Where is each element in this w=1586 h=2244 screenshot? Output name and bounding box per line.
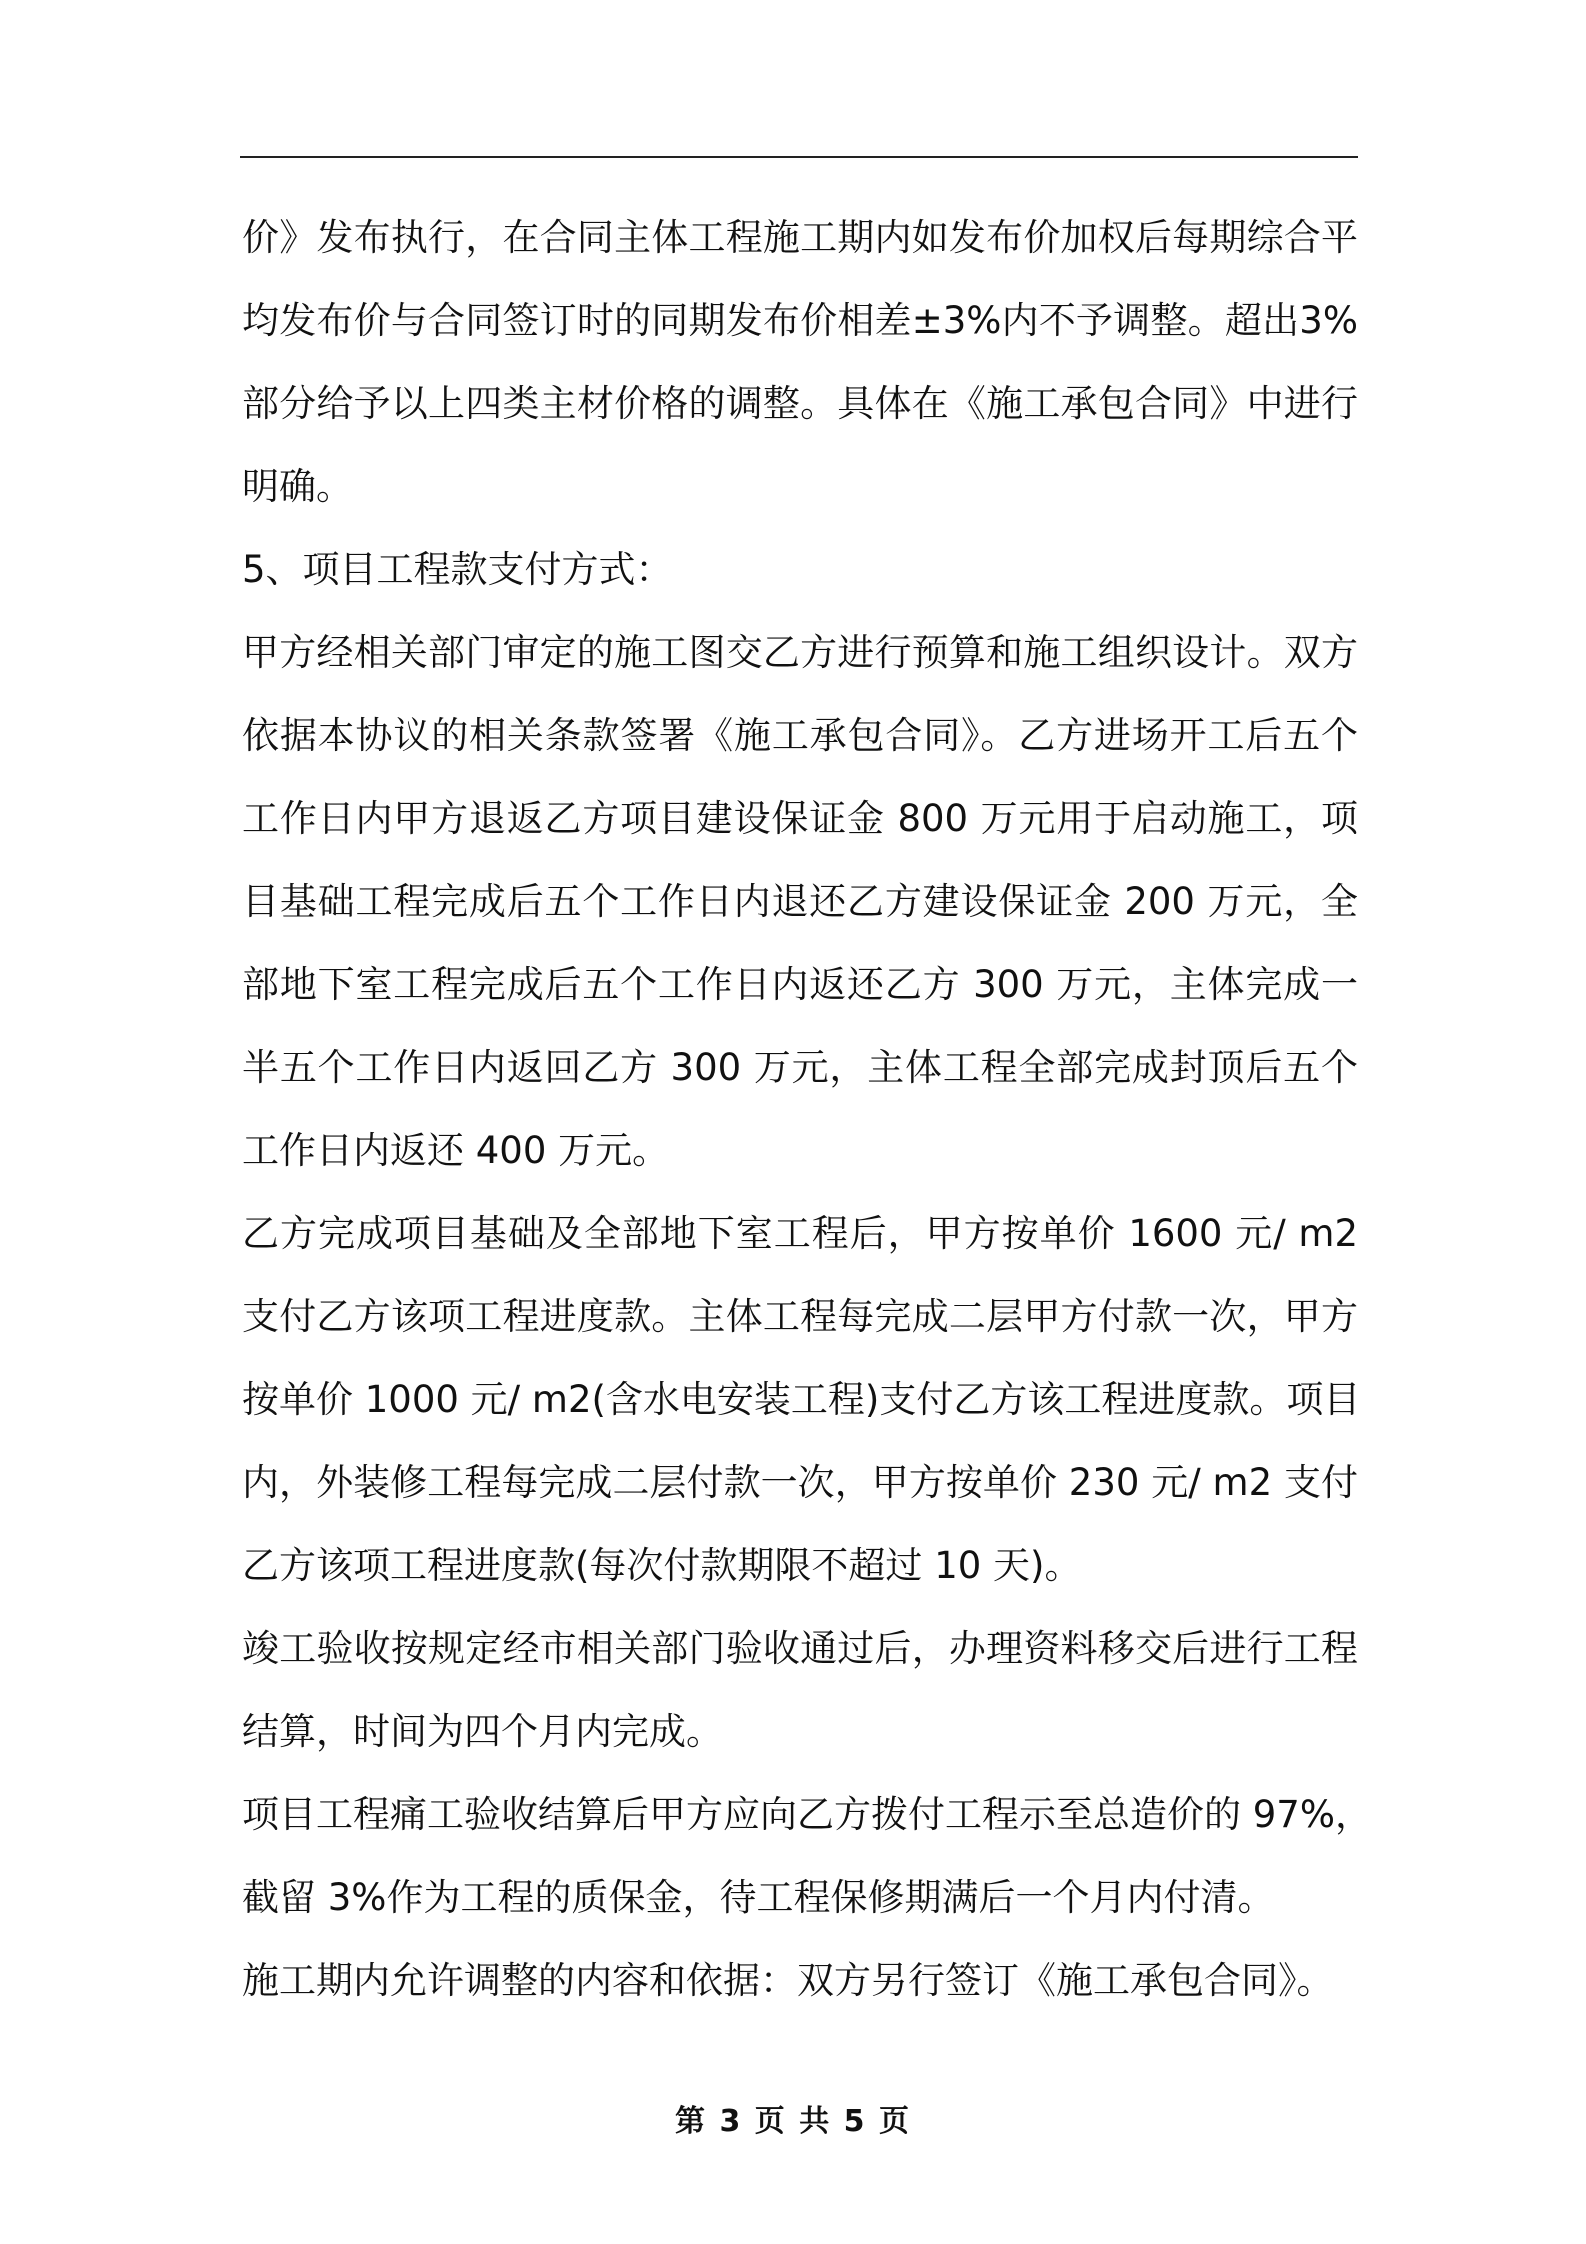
paragraph-deposit-refund — [242, 611, 1358, 1192]
text-line: 价》发布执行，在合同主体工程施工期内如发布价加权后每期综合平 — [242, 216, 1358, 259]
text-line: 内，外装修工程每完成二层付款一次，甲方按单价 230 元/ m2 支付 — [242, 1461, 1358, 1504]
text-line: 明确。 — [242, 465, 353, 508]
text-line: 项目工程痛工验收结算后甲方应向乙方拨付工程示至总造价的 97%， — [242, 1793, 1372, 1836]
paragraph-price-adjustment — [242, 196, 1358, 528]
page-number-footer: 第 3 页 共 5 页 — [675, 2104, 911, 2139]
text-line: 5、项目工程款支付方式： — [242, 548, 673, 591]
paragraph-progress-payment — [242, 1192, 1361, 1607]
text-line: 乙方该项工程进度款(每次付款期限不超过 10 天)。 — [242, 1544, 1082, 1587]
text-line: 依据本协议的相关条款签署《施工承包合同》。乙方进场开工后五个 — [242, 714, 1358, 757]
document-body — [242, 196, 1372, 2022]
paragraph-adjustment-basis — [242, 1939, 1358, 2022]
text-line: 甲方经相关部门审定的施工图交乙方进行预算和施工组织设计。双方 — [242, 631, 1358, 674]
text-line: 按单价 1000 元/ m2(含水电安装工程)支付乙方该工程进度款。项目 — [242, 1378, 1361, 1421]
section-heading-payment-method — [242, 528, 1358, 611]
text-line: 乙方完成项目基础及全部地下室工程后，甲方按单价 1600 元/ m2 — [242, 1212, 1358, 1255]
header-rule — [240, 156, 1358, 158]
text-line: 支付乙方该项工程进度款。主体工程每完成二层甲方付款一次，甲方 — [242, 1295, 1358, 1338]
text-line: 工作日内甲方退返乙方项目建设保证金 800 万元用于启动施工，项 — [242, 797, 1358, 840]
text-line: 结算，时间为四个月内完成。 — [242, 1710, 723, 1753]
text-line: 部分给予以上四类主材价格的调整。具体在《施工承包合同》中进行 — [242, 382, 1358, 425]
paragraph-completion-acceptance — [242, 1607, 1358, 1773]
text-line: 工作日内返还 400 万元。 — [242, 1129, 670, 1172]
text-line: 半五个工作日内返回乙方 300 万元，主体工程全部完成封顶后五个 — [242, 1046, 1358, 1089]
text-line: 均发布价与合同签订时的同期发布价相差±3%内不予调整。超出3% — [242, 299, 1358, 342]
text-line: 竣工验收按规定经市相关部门验收通过后，办理资料移交后进行工程 — [242, 1627, 1358, 1670]
text-line: 目基础工程完成后五个工作日内退还乙方建设保证金 200 万元，全 — [242, 880, 1358, 923]
paragraph-final-settlement — [242, 1773, 1372, 1939]
text-line: 施工期内允许调整的内容和依据：双方另行签订《施工承包合同》。 — [242, 1959, 1334, 2002]
text-line: 截留 3%作为工程的质保金，待工程保修期满后一个月内付清。 — [242, 1876, 1275, 1919]
text-line: 部地下室工程完成后五个工作日内返还乙方 300 万元，主体完成一 — [242, 963, 1358, 1006]
